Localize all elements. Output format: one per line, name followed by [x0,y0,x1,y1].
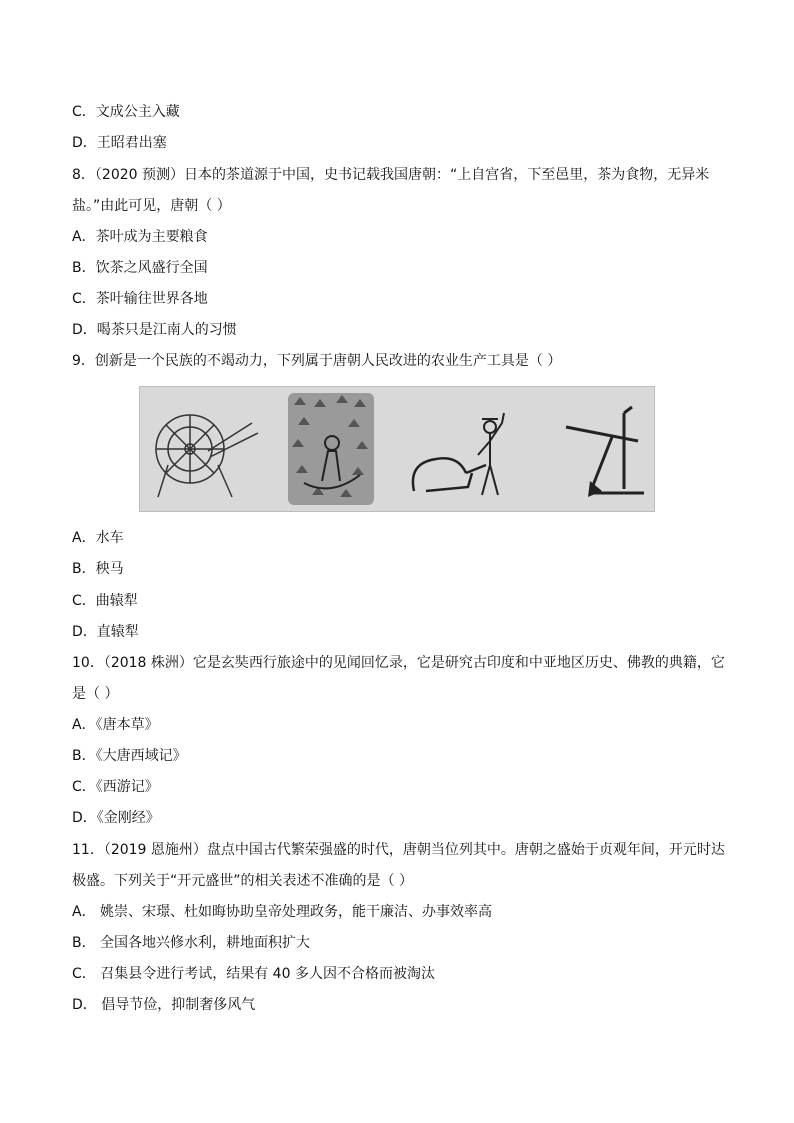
option-11a: A． 姚崇、宋璟、杜如晦协助皇帝处理政务，能干廉洁、办事效率高 [72,904,493,920]
option-11d: D． 倡导节俭，抑制奢侈风气 [72,997,256,1013]
option-8b: B．饮茶之风盛行全国 [72,260,208,276]
option-9b: B．秧马 [72,561,124,577]
option-11c: C． 召集县令进行考试，结果有 40 多人因不合格而被淘汰 [72,966,435,982]
line-c-7: C．文成公主入藏 [72,104,180,120]
line-d-7: D．王昭君出塞 [72,135,167,151]
option-9d: D．直辕犁 [72,624,139,640]
yangma-seedling-horse-illustration [288,393,374,505]
option-8a: A．茶叶成为主要粮食 [72,229,208,245]
question-8-line2: 盐。”由此可见，唐朝（ ） [72,198,231,214]
option-10d: D．《金刚经》 [72,810,160,826]
question-11-line1: 11．（2019 恩施州）盘点中国古代繁荣强盛的时代，唐朝当位列其中。唐朝之盛始于贞观年间，开元时达 [72,842,725,858]
question-9: 9．创新是一个民族的不竭动力，下列属于唐朝人民改进的农业生产工具是（ ） [72,353,562,369]
water-wheel-illustration [148,393,266,505]
option-9a: A．水车 [72,530,124,546]
option-10b: B．《大唐西域记》 [72,748,187,764]
option-8c: C．茶叶输往世界各地 [72,291,208,307]
option-9c: C．曲辕犁 [72,593,138,609]
straight-shaft-plow-illustration [560,393,650,505]
curved-shaft-plow-illustration [406,393,518,505]
option-11b: B． 全国各地兴修水利，耕地面积扩大 [72,935,311,951]
question-10-line1: 10．（2018 株洲）它是玄奘西行旅途中的见闻回忆录，它是研究古印度和中亚地区历史、佛教的典籍，它 [72,655,725,671]
option-10c: C．《西游记》 [72,779,159,795]
option-8d: D．喝茶只是江南人的习惯 [72,322,237,338]
option-10a: A．《唐本草》 [72,717,159,733]
question-11-line2: 极盛。下列关于“开元盛世”的相关表述不准确的是（ ） [72,873,413,889]
farm-tools-figure [139,386,655,512]
question-10-line2: 是（ ） [72,686,119,702]
question-8-line1: 8．（2020 预测）日本的茶道源于中国，史书记载我国唐朝：“上自宫省，下至邑里，茶为食物，无异米 [72,167,710,183]
